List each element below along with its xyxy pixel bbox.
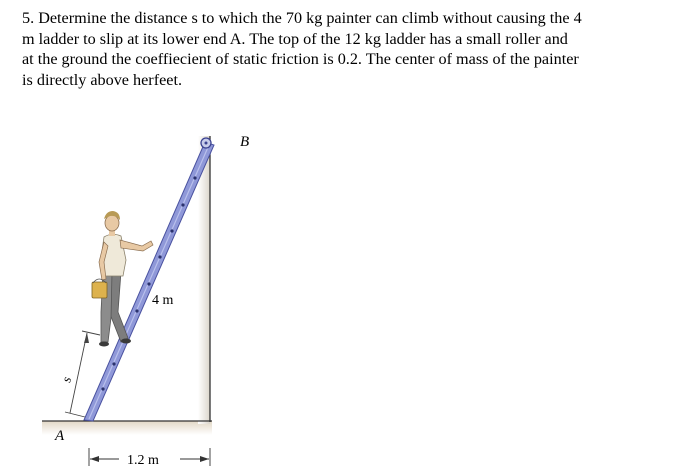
- painter: [92, 211, 153, 347]
- label-a: A: [55, 428, 65, 444]
- paint-bucket: [92, 282, 107, 298]
- wall-shading: [198, 136, 210, 424]
- base-distance-label: 1.2 m: [127, 453, 159, 468]
- label-b: B: [240, 134, 250, 150]
- problem-line-4: is directly above herfeet.: [22, 70, 183, 89]
- problem-line-3: at the ground the coeffiecient of static friction is 0.2. The center of mass of the painter: [22, 50, 579, 68]
- ground-shading: [42, 421, 212, 435]
- problem-line-1: 5. Determine the distance s to which the 70 kg painter can climb without causing the 4: [22, 9, 582, 27]
- problem-line-2: m ladder to slip at its lower end A. The top of the 12 kg ladder has a small roller and: [22, 29, 568, 48]
- ladder-length-label: 4 m: [152, 293, 174, 308]
- label-s: s: [58, 375, 75, 384]
